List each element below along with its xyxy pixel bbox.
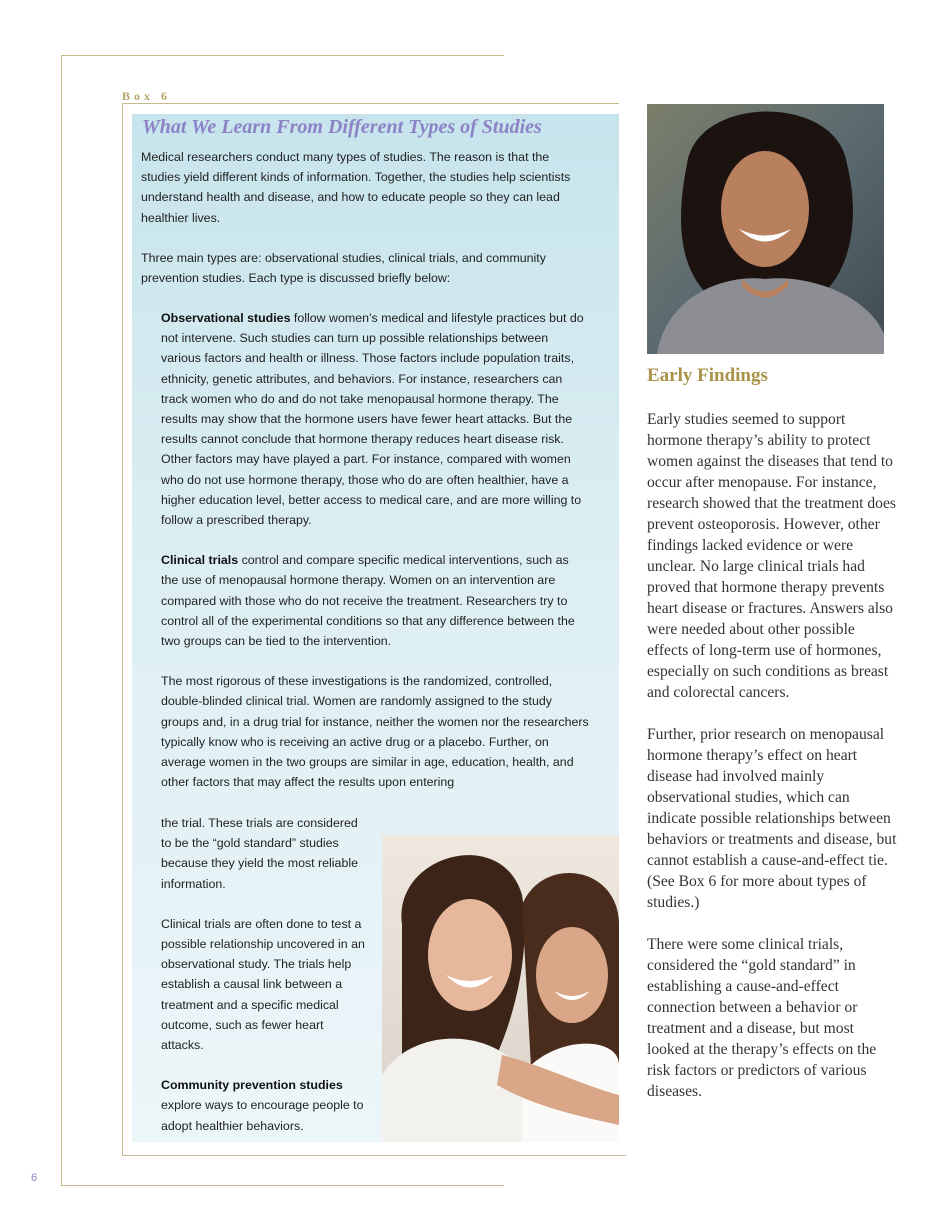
clinical-trials-term: Clinical trials [161, 553, 239, 568]
box-left-rule [122, 103, 123, 1155]
frame-top-rule [61, 55, 504, 56]
observational-paragraph [161, 308, 589, 530]
community-paragraph [161, 1075, 366, 1136]
box-title: What We Learn From Different Types of Studies [142, 116, 542, 138]
early-findings-heading: Early Findings [647, 365, 768, 386]
intro-paragraph-2: Three main types are: observational studies, clinical trials, and community prevention studies. Each type is discussed briefly below: [141, 250, 546, 286]
clinical-test-paragraph: Clinical trials are often done to test a possible relationship uncovered in an observational study. The trials help establish a causal link between a treatment and a specific medical outcome, such as fewer heart attacks. [161, 916, 365, 1053]
community-text: explore ways to encourage people to adopt healthier behaviors. [161, 1098, 364, 1133]
observational-text: follow women’s medical and lifestyle practices but do not intervene. Such studies can turn up possible relationships between various factors and health or illness. Those factors include population traits, ethnicity, genetic attributes, and behaviors. For instance, researchers can track women who do and do not take menopausal hormone therapy. The results may show that the hormone users have fewer heart attacks. But the results cannot conclude that hormone therapy reduces heart disease risk. Other factors may have played a part. For instance, compared with women who do not use hormone therapy, those who do are often healthier, have a higher education level, better access to medical care, and are more willing to follow a prescribed therapy. [161, 311, 584, 528]
box-body-lower [161, 813, 366, 1136]
box-top-rule [122, 103, 619, 104]
rigor-tail: the trial. These trials are considered to be the “gold standard” studies because they yield the most reliable information. [161, 816, 358, 891]
column-paragraph-3: There were some clinical trials, considered the “gold standard” in establishing a cause-and-effect connection between a behavior or treatment and a disease, but most looked at the therapy’s effects on the risk factors or predictors of various diseases. [647, 936, 877, 1100]
box-label: Box 6 [122, 89, 172, 103]
clinical-trials-paragraph [161, 550, 589, 651]
box-bottom-rule [122, 1155, 626, 1156]
frame-bottom-rule [61, 1185, 504, 1186]
intro-paragraph-1: Medical researchers conduct many types of studies. The reason is that the studies yield different kinds of information. Together, the studies help scientists understand health and disease, and how to educate people so they can lead healthier lives. [141, 150, 571, 225]
clinical-trials-text: control and compare specific medical interventions, such as the use of menopausal hormone therapy. Women on an intervention are compared with those who do not receive the treatment. Researchers try to control all of the experimental conditions so that any difference between the two groups can be tied to the intervention. [161, 553, 575, 649]
woman-portrait-photo [647, 104, 884, 354]
community-term: Community prevention studies [161, 1078, 343, 1093]
observational-term: Observational studies [161, 311, 291, 325]
page-number: 6 [31, 1172, 38, 1184]
box-body-upper [161, 308, 589, 792]
two-women-photo [382, 835, 619, 1142]
column-paragraph-1: Early studies seemed to support hormone therapy’s ability to protect women against the diseases that tend to occur after menopause. For instance, research showed that the treatment does prevent osteoporosis. However, other findings lacked evidence or were unclear. No large clinical trials had proved that hormone therapy prevents heart disease or fractures. Answers also were needed about other possible effects of long-term use of hormones, especially on such conditions as breast and colorectal cancers. [647, 411, 896, 701]
box-intro [141, 147, 591, 288]
column-text [647, 409, 897, 1102]
rigor-paragraph: The most rigorous of these investigations is the randomized, controlled, double-blinded clinical trial. Women are randomly assigned to the study groups and, in a drug trial for instance, neither the women nor the researchers typically know who is receiving an active drug or a placebo. Further, on average women in the two groups are similar in age, education, health, and other factors that may affect the results upon entering [161, 674, 589, 790]
column-paragraph-2: Further, prior research on menopausal hormone therapy’s effect on heart disease had involved mainly observational studies, which can indicate possible relationships between behaviors or treatments and disease, but cannot establish a cause-and-effect tie. (See Box 6 for more about types of studies.) [647, 726, 897, 911]
frame-left-rule [61, 55, 62, 1185]
